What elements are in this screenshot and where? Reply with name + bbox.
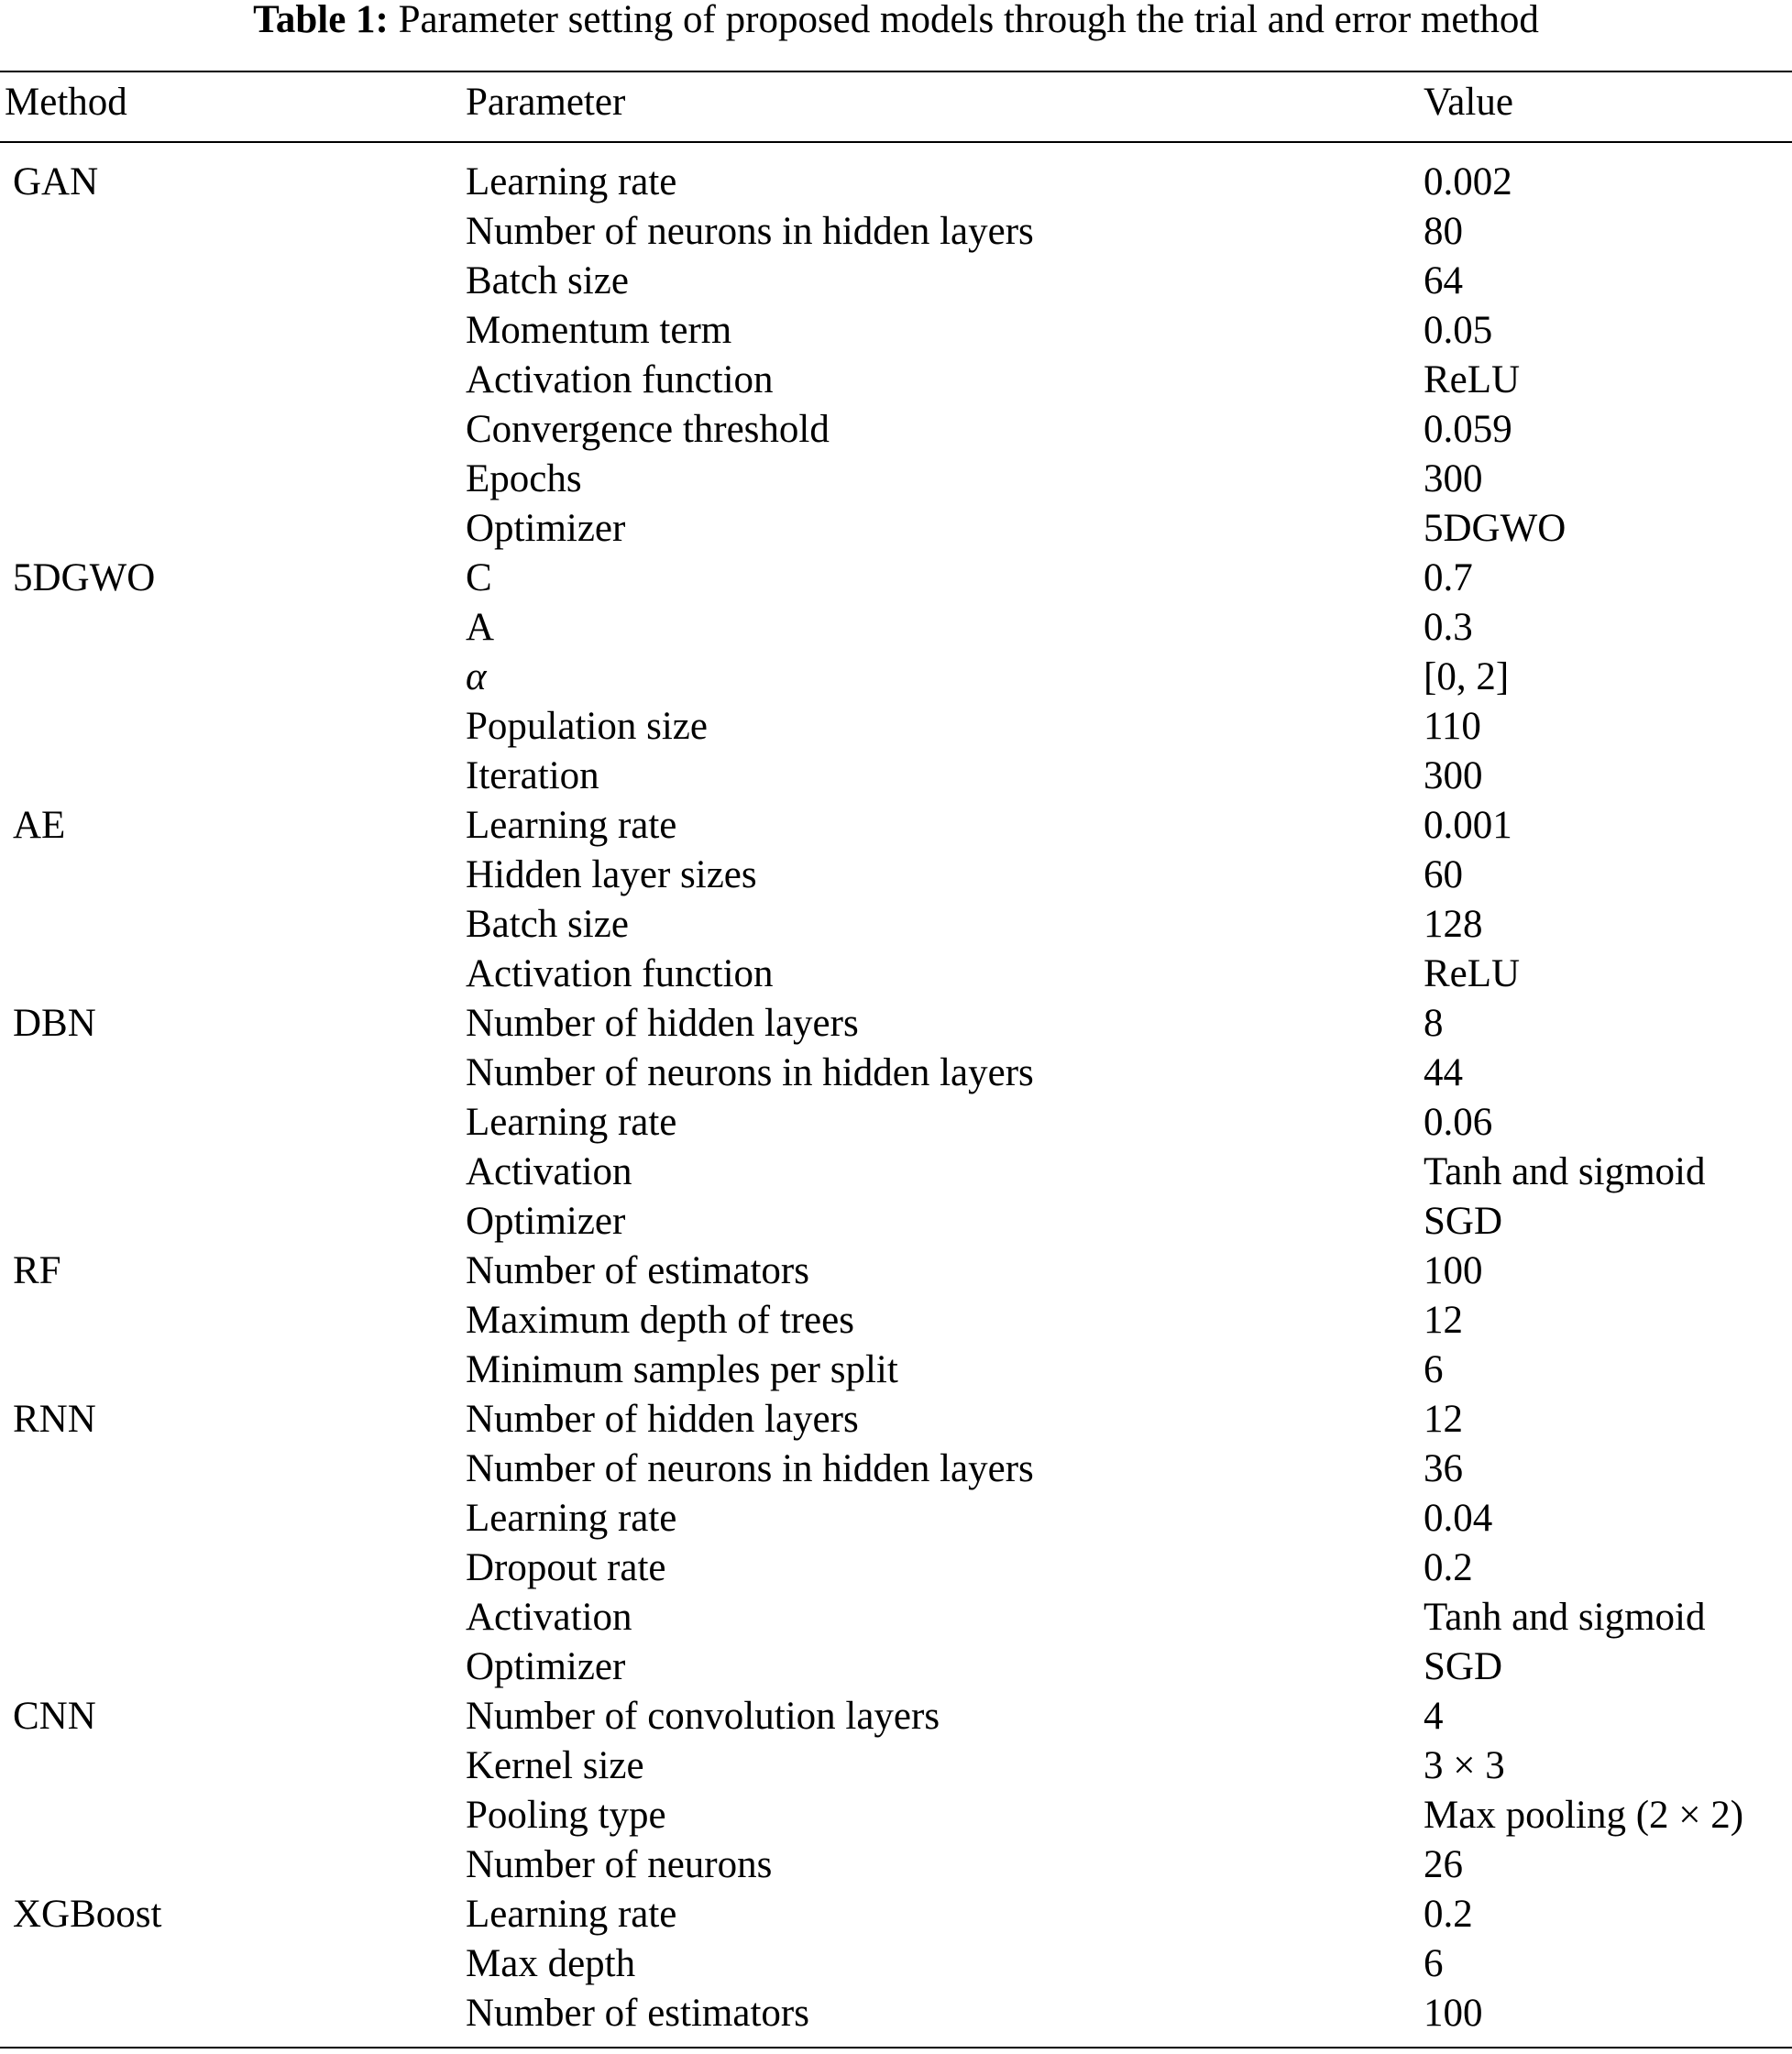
table-caption <box>0 0 1792 55</box>
table-row <box>0 1840 1792 1890</box>
cell-parameter: Hidden layer sizes <box>466 853 757 896</box>
cell-value: 0.05 <box>1424 309 1493 352</box>
cell-method: XGBoost <box>13 1893 162 1936</box>
table-row <box>0 257 1792 306</box>
cell-parameter: Learning rate <box>466 1497 677 1540</box>
table-row <box>0 1939 1792 1989</box>
table-row <box>0 702 1792 752</box>
cell-parameter: Number of estimators <box>466 1992 809 2035</box>
table-row <box>0 405 1792 455</box>
table-row <box>0 306 1792 356</box>
cell-parameter: Activation <box>466 1596 632 1639</box>
table-row <box>0 603 1792 653</box>
cell-method: GAN <box>13 160 99 203</box>
header-value: Value <box>1424 81 1513 124</box>
cell-parameter: Activation function <box>466 952 774 995</box>
table-row <box>0 207 1792 257</box>
cell-parameter: Iteration <box>466 754 599 797</box>
table-body <box>0 158 1792 2038</box>
table-row <box>0 455 1792 504</box>
cell-value: 36 <box>1424 1447 1463 1490</box>
cell-value: Tanh and sigmoid <box>1424 1596 1706 1639</box>
cell-value: 80 <box>1424 210 1463 253</box>
table-bottom-rule <box>0 2047 1792 2049</box>
cell-value: 0.001 <box>1424 804 1512 847</box>
table-row <box>0 1444 1792 1494</box>
cell-value: 12 <box>1424 1299 1463 1342</box>
table-row <box>0 1098 1792 1148</box>
table-row <box>0 1247 1792 1296</box>
table-row <box>0 1395 1792 1444</box>
caption-label: Table 1: <box>253 0 389 41</box>
cell-value: 100 <box>1424 1992 1483 2035</box>
cell-parameter: Population size <box>466 705 708 748</box>
table-row <box>0 1148 1792 1197</box>
cell-value: 6 <box>1424 1942 1444 1985</box>
cell-value: 60 <box>1424 853 1463 896</box>
cell-parameter: Optimizer <box>466 1645 626 1688</box>
cell-value: 300 <box>1424 457 1483 500</box>
table-row <box>0 1296 1792 1346</box>
cell-parameter: Optimizer <box>466 1200 626 1243</box>
cell-parameter: Number of neurons in hidden layers <box>466 1447 1034 1490</box>
cell-parameter: Dropout rate <box>466 1546 666 1589</box>
cell-parameter: Number of neurons <box>466 1843 773 1886</box>
table-row <box>0 1049 1792 1098</box>
cell-value: 0.7 <box>1424 556 1473 599</box>
cell-value: 128 <box>1424 903 1483 946</box>
cell-value: 0.059 <box>1424 408 1512 451</box>
cell-method: CNN <box>13 1695 96 1738</box>
cell-value: 44 <box>1424 1051 1463 1094</box>
cell-value: 12 <box>1424 1398 1463 1441</box>
cell-parameter: Kernel size <box>466 1744 644 1787</box>
cell-value: 110 <box>1424 705 1481 748</box>
cell-value: 4 <box>1424 1695 1444 1738</box>
cell-parameter: Activation function <box>466 358 774 401</box>
cell-value: ReLU <box>1424 952 1521 995</box>
table-row <box>0 1989 1792 2038</box>
cell-value: 0.06 <box>1424 1101 1493 1144</box>
table-row <box>0 1890 1792 1939</box>
table-row <box>0 1543 1792 1593</box>
cell-method: DBN <box>13 1002 96 1045</box>
cell-method: RF <box>13 1249 61 1292</box>
cell-value: 0.2 <box>1424 1893 1473 1936</box>
cell-parameter: Activation <box>466 1150 632 1193</box>
cell-parameter: Max depth <box>466 1942 636 1985</box>
cell-parameter: A <box>466 606 495 649</box>
cell-parameter: Optimizer <box>466 507 626 550</box>
cell-value: 64 <box>1424 259 1463 302</box>
table-row <box>0 1692 1792 1741</box>
cell-value: 6 <box>1424 1348 1444 1391</box>
table-row <box>0 1593 1792 1642</box>
cell-value: 0.04 <box>1424 1497 1493 1540</box>
cell-parameter: Number of estimators <box>466 1249 809 1292</box>
cell-value: 0.2 <box>1424 1546 1473 1589</box>
cell-parameter: Batch size <box>466 903 629 946</box>
cell-method: AE <box>13 804 66 847</box>
cell-parameter: Momentum term <box>466 309 732 352</box>
cell-parameter: α <box>466 655 487 698</box>
header-parameter: Parameter <box>466 81 626 124</box>
table-row <box>0 158 1792 207</box>
cell-parameter: Learning rate <box>466 160 677 203</box>
cell-parameter: Convergence threshold <box>466 408 830 451</box>
cell-value: 3 × 3 <box>1424 1744 1505 1787</box>
cell-parameter: Learning rate <box>466 804 677 847</box>
cell-value: Max pooling (2 × 2) <box>1424 1794 1744 1837</box>
table-row <box>0 1791 1792 1840</box>
cell-method: RNN <box>13 1398 96 1441</box>
cell-value: 100 <box>1424 1249 1483 1292</box>
table-row <box>0 1741 1792 1791</box>
cell-parameter: Learning rate <box>466 1101 677 1144</box>
cell-method: 5DGWO <box>13 556 156 599</box>
cell-parameter: Number of hidden layers <box>466 1002 859 1045</box>
table-row <box>0 356 1792 405</box>
table-row <box>0 999 1792 1049</box>
cell-value: 8 <box>1424 1002 1444 1045</box>
cell-parameter: Epochs <box>466 457 582 500</box>
cell-value: 5DGWO <box>1424 507 1567 550</box>
cell-parameter: Maximum depth of trees <box>466 1299 854 1342</box>
cell-value: [0, 2] <box>1424 655 1510 698</box>
cell-parameter: Pooling type <box>466 1794 666 1837</box>
table-row <box>0 752 1792 801</box>
table-row <box>0 554 1792 603</box>
table-row <box>0 851 1792 900</box>
table-row <box>0 504 1792 554</box>
cell-value: 300 <box>1424 754 1483 797</box>
table-row <box>0 1494 1792 1543</box>
caption-text: Parameter setting of proposed models through the trial and error method <box>398 0 1539 41</box>
table-row <box>0 1346 1792 1395</box>
table-row <box>0 653 1792 702</box>
table-row <box>0 1197 1792 1247</box>
cell-value: SGD <box>1424 1200 1503 1243</box>
table-row <box>0 900 1792 950</box>
cell-parameter: C <box>466 556 492 599</box>
cell-parameter: Number of convolution layers <box>466 1695 940 1738</box>
cell-parameter: Learning rate <box>466 1893 677 1936</box>
cell-value: ReLU <box>1424 358 1521 401</box>
cell-parameter: Minimum samples per split <box>466 1348 898 1391</box>
table-row <box>0 801 1792 851</box>
cell-value: SGD <box>1424 1645 1503 1688</box>
cell-parameter: Number of neurons in hidden layers <box>466 1051 1034 1094</box>
table-row <box>0 1642 1792 1692</box>
table-row <box>0 950 1792 999</box>
cell-parameter: Number of hidden layers <box>466 1398 859 1441</box>
table-top-rule <box>0 71 1792 72</box>
cell-value: 26 <box>1424 1843 1463 1886</box>
cell-parameter: Batch size <box>466 259 629 302</box>
cell-value: 0.3 <box>1424 606 1473 649</box>
cell-value: 0.002 <box>1424 160 1512 203</box>
cell-value: Tanh and sigmoid <box>1424 1150 1706 1193</box>
table-header-rule <box>0 141 1792 143</box>
header-method: Method <box>5 81 127 124</box>
cell-parameter: Number of neurons in hidden layers <box>466 210 1034 253</box>
